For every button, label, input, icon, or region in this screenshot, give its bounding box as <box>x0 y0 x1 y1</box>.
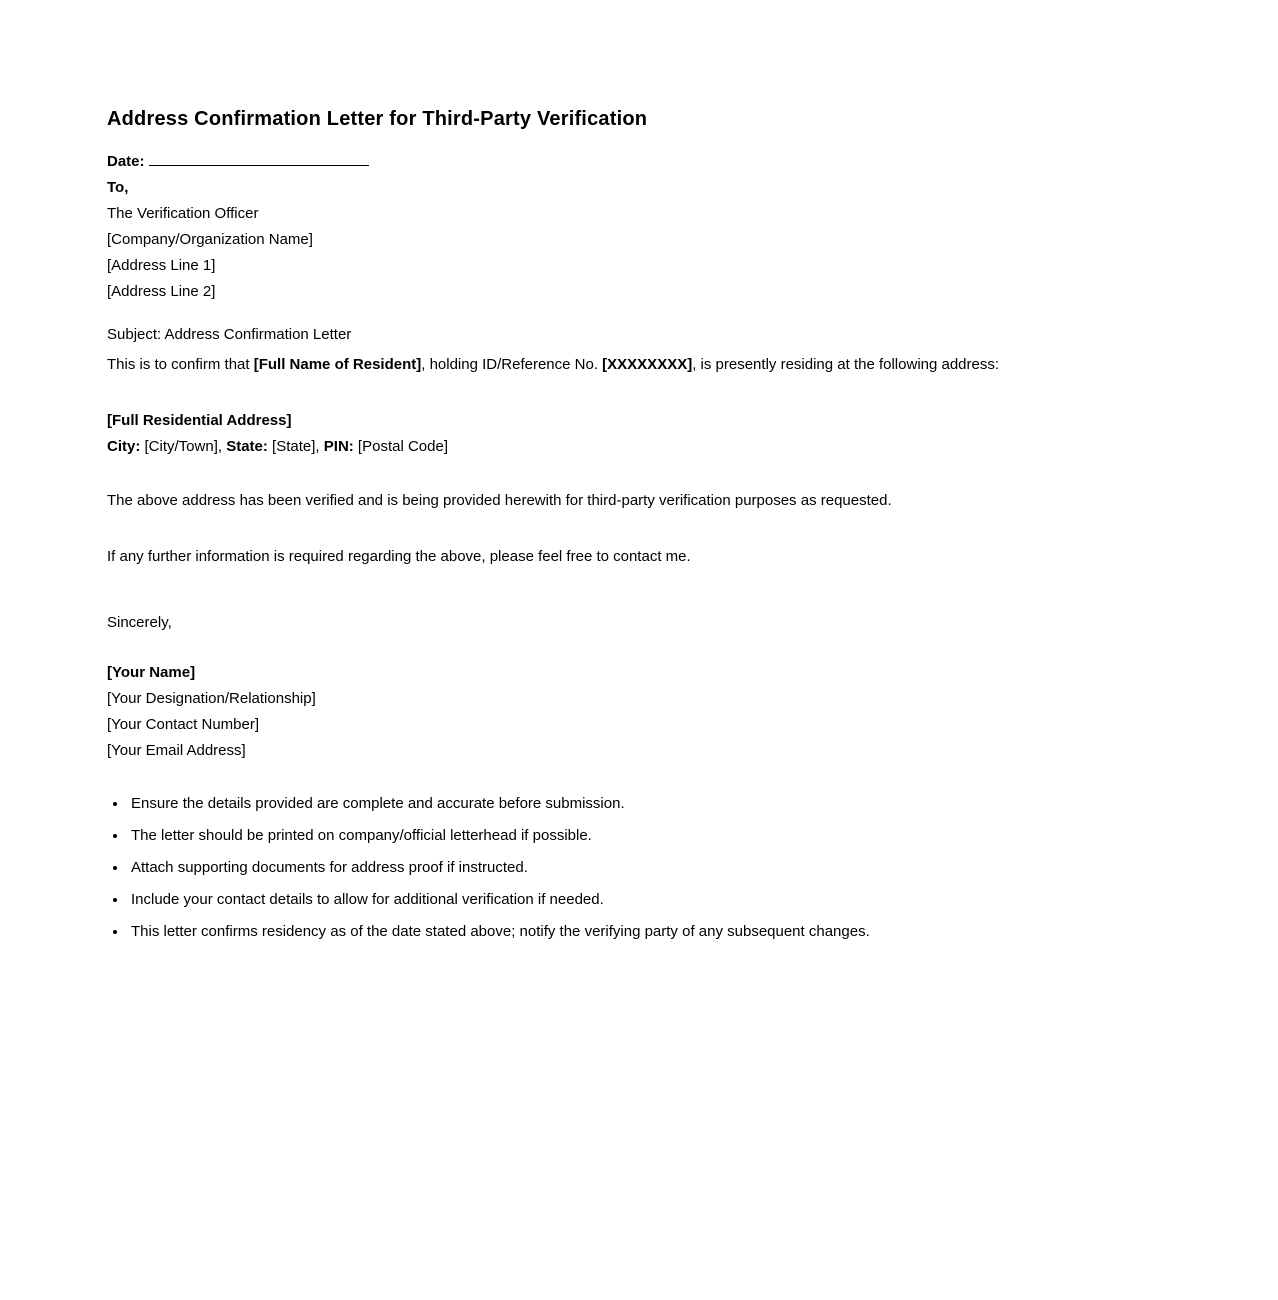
date-blank-line <box>149 153 369 166</box>
address-block <box>107 408 1158 460</box>
paragraph-contact: If any further information is required regarding the above, please feel free to contact me. <box>107 548 691 565</box>
city-state-pin-line: City: [City/Town], State: [State], PIN: [Postal Code] <box>107 438 448 455</box>
pin-label: PIN: <box>323 438 354 455</box>
reference-no-placeholder: [XXXXXXXX] <box>602 356 693 373</box>
list-item: • Attach supporting documents for address proof if instructed. <box>128 855 1158 881</box>
list-item: • The letter should be printed on company/official letterhead if possible. <box>128 823 1158 849</box>
salutation: To, <box>107 179 129 196</box>
paragraph-verified: The above address has been verified and is being provided herewith for third-party verification purposes as requested. <box>107 492 892 509</box>
recipient-line: The Verification Officer <box>107 205 259 222</box>
date-label: Date: <box>107 153 145 170</box>
list-item: • Ensure the details provided are complete and accurate before submission. <box>128 791 1158 817</box>
signature-designation-placeholder: [Your Designation/Relationship] <box>107 690 316 707</box>
signature-block <box>107 660 1158 764</box>
subject-line: Subject: Address Confirmation Letter <box>107 326 352 343</box>
city-label: City: <box>107 438 141 455</box>
recipient-line: [Address Line 1] <box>107 257 216 274</box>
notes-list <box>107 791 1158 945</box>
letter-header-block <box>107 149 1158 305</box>
list-item: • Include your contact details to allow for additional verification if needed. <box>128 887 1158 913</box>
signature-contact-placeholder: [Your Contact Number] <box>107 716 260 733</box>
date-line <box>107 149 1158 175</box>
recipient-line: [Address Line 2] <box>107 283 216 300</box>
confirmation-sentence: This is to confirm that [Full Name of Resident], holding ID/Reference No. [XXXXXXXX], is presently residing at the following address: <box>107 356 1000 373</box>
recipient-line: [Company/Organization Name] <box>107 231 313 248</box>
page-title: Address Confirmation Letter for Third-Party Verification <box>107 108 648 130</box>
full-address-placeholder: [Full Residential Address] <box>107 412 292 429</box>
signature-email-placeholder: [Your Email Address] <box>107 742 246 759</box>
state-label: State: <box>226 438 268 455</box>
closing: Sincerely, <box>107 614 172 631</box>
resident-name-placeholder: [Full Name of Resident] <box>253 356 422 373</box>
signature-name-placeholder: [Your Name] <box>107 664 196 681</box>
list-item: • This letter confirms residency as of the date stated above; notify the verifying party of any subsequent changes. <box>128 919 1158 945</box>
